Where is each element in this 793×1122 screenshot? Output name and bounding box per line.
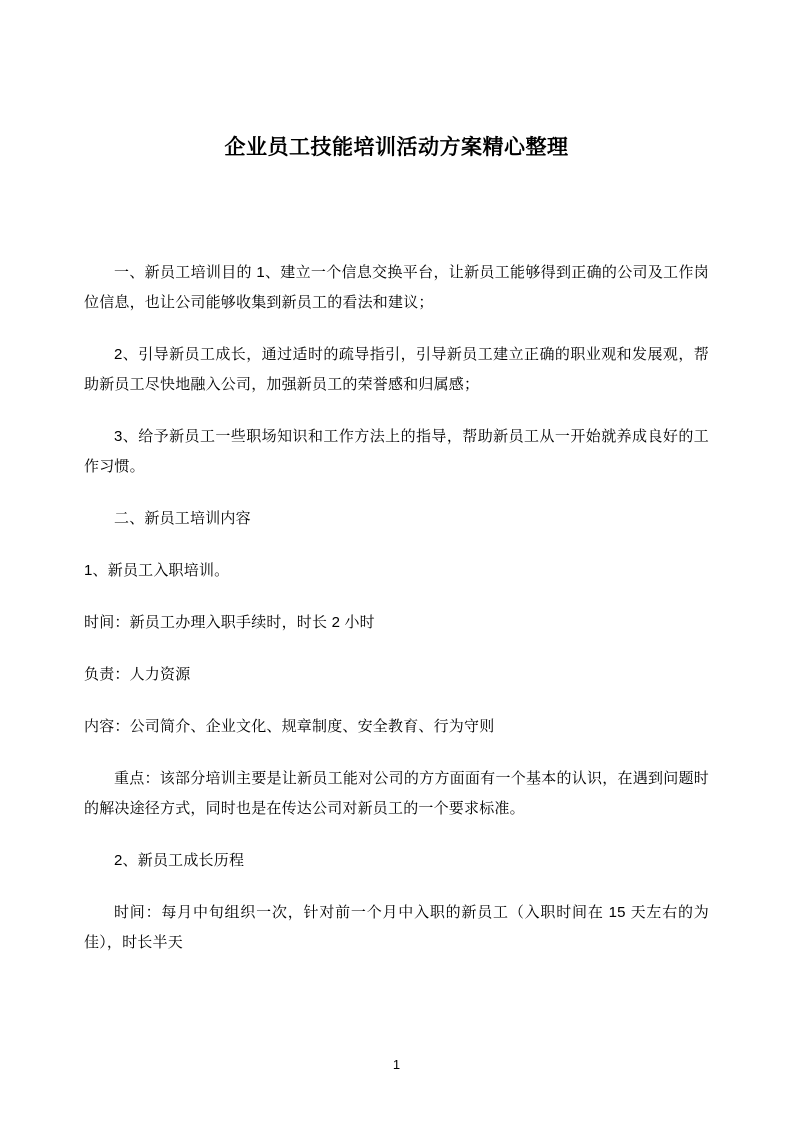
- document-body: [84, 258, 709, 958]
- page-title: 企业员工技能培训活动方案精心整理: [224, 136, 569, 159]
- paragraph-11: 时间：每月中旬组织一次，针对前一个月中入职的新员工（入职时间在 15 天左右的为佳），时长半天: [84, 904, 709, 952]
- paragraph-4: 二、新员工培训内容: [114, 510, 251, 528]
- paragraph-3: 3、给予新员工一些职场知识和工作方法上的指导，帮助新员工从一开始就养成良好的工作习惯。: [84, 428, 709, 476]
- paragraph-8: 内容：公司简介、企业文化、规章制度、安全教育、行为守则: [84, 718, 495, 736]
- paragraph-6: 时间：新员工办理入职手续时，时长 2 小时: [84, 614, 375, 632]
- paragraph-10: 2、新员工成长历程: [114, 852, 245, 870]
- page-number: 1: [392, 1057, 401, 1072]
- paragraph-9: 重点：该部分培训主要是让新员工能对公司的方方面面有一个基本的认识，在遇到问题时的解决途径方式，同时也是在传达公司对新员工的一个要求标准。: [84, 770, 709, 818]
- paragraph-7: 负责：人力资源: [84, 666, 191, 684]
- paragraph-2: 2、引导新员工成长，通过适时的疏导指引，引导新员工建立正确的职业观和发展观，帮助新员工尽快地融入公司，加强新员工的荣誉感和归属感；: [84, 346, 709, 394]
- paragraph-1: 一、新员工培训目的 1、建立一个信息交换平台，让新员工能够得到正确的公司及工作岗位信息，也让公司能够收集到新员工的看法和建议；: [84, 264, 709, 312]
- paragraph-5: 1、新员工入职培训。: [84, 562, 230, 580]
